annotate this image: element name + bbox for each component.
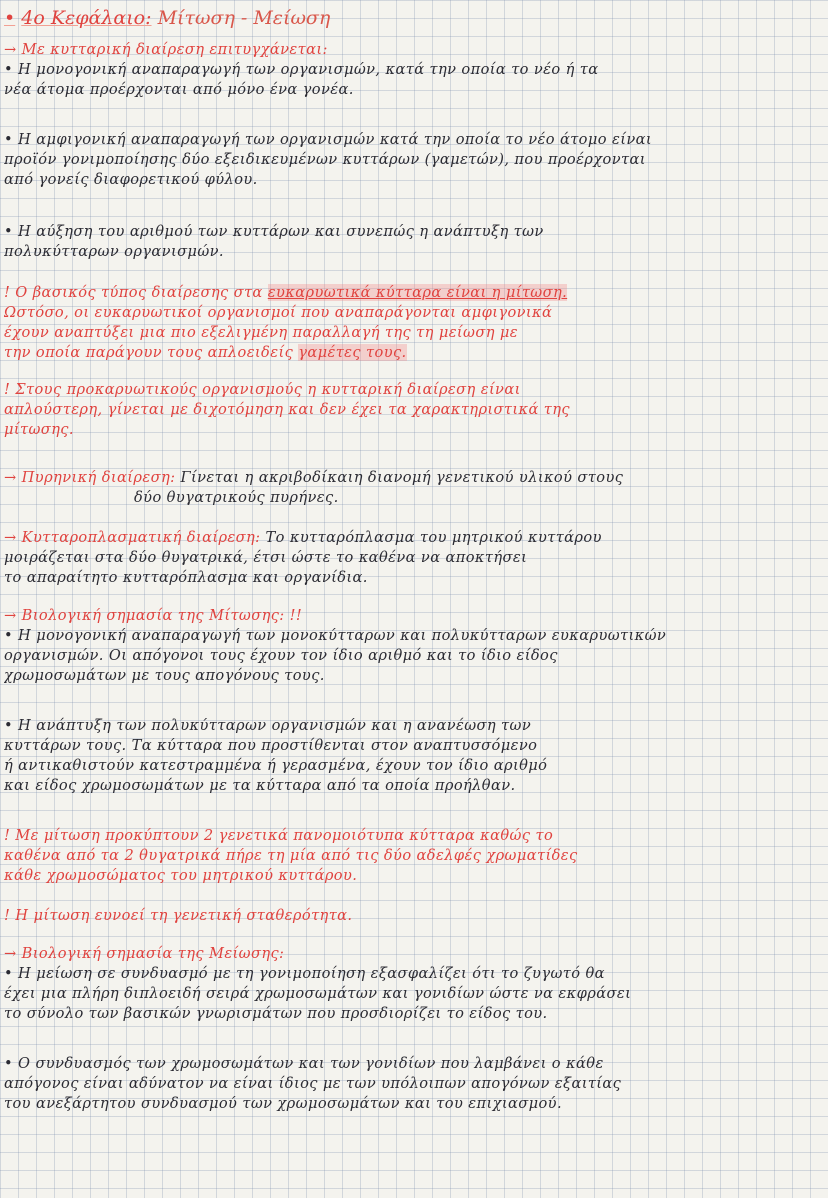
text-line: • Η ανάπτυξη των πολυκύτταρων οργανισμών και η ανανέωση των <box>4 717 532 734</box>
text-line: του ανεξάρτητου συνδυασμού των χρωμοσωμάτων και του επιχιασμού. <box>4 1095 562 1112</box>
section-growth-renewal <box>4 716 822 796</box>
text-line: • Η μονογονική αναπαραγωγή των μονοκύτταρων και πολυκύτταρων ευκαρυωτικών <box>4 627 667 644</box>
title-bullet: • <box>4 7 16 29</box>
section-cytoplasmic-division <box>4 528 822 588</box>
section-heading: → Βιολογική σημασία της Μίτωσης: !! <box>4 607 303 624</box>
text-line: • Η μονογονική αναπαραγωγή των οργανισμών, κατά την οποία το νέο ή τα <box>4 61 599 78</box>
note-eukaryotic-division <box>4 283 822 363</box>
text-line: το σύνολο των βασικών γνωρισμάτων που προσδιορίζει το είδος του. <box>4 1005 548 1022</box>
text-line: χρωμοσωμάτων με τους απογόνους τους. <box>4 667 325 684</box>
note-mitosis-identical-cells <box>4 826 822 886</box>
text-line: κάθε χρωμοσώματος του μητρικού κυττάρου. <box>4 867 358 884</box>
text-line: και είδος χρωμοσωμάτων με τα κύτταρα από τα οποία προήλθαν. <box>4 777 516 794</box>
section-growth <box>4 222 822 262</box>
text-line: καθένα από τα 2 θυγατρικά πήρε τη μία από τις δύο αδελφές χρωματίδες <box>4 847 578 864</box>
text-line: • Η αύξηση του αριθμού των κυττάρων και συνεπώς η ανάπτυξη των <box>4 223 544 240</box>
text-line <box>4 528 822 548</box>
title-topic: Μίτωση - Μείωση <box>157 7 331 29</box>
text-line: κυττάρων τους. Τα κύτταρα που προστίθενται στον αναπτυσσόμενο <box>4 737 538 754</box>
section-heading: → Πυρηνική διαίρεση: <box>4 469 176 486</box>
text-line: οργανισμών. Οι απόγονοι τους έχουν τον ίδιο αριθμό και το ίδιο είδος <box>4 647 558 664</box>
text-line: πολυκύτταρων οργανισμών. <box>4 243 224 260</box>
note-prokaryotic-division <box>4 380 822 440</box>
text-line: Το κυτταρόπλασμα του μητρικού κυττάρου <box>265 529 602 546</box>
section-gene-combination <box>4 1054 822 1114</box>
text-line: έχουν αναπτύξει μια πιο εξελιγμένη παραλλαγή της τη μείωση με <box>4 324 519 341</box>
text-line: ! Με μίτωση προκύπτουν 2 γενετικά πανομοιότυπα κύτταρα καθώς το <box>4 827 554 844</box>
text-line: έχει μια πλήρη διπλοειδή σειρά χρωμοσωμάτων και γονιδίων ώστε να εκφράσει <box>4 985 632 1002</box>
section-meiosis-significance <box>4 944 822 1024</box>
highlight-text: γαμέτες τους. <box>298 344 407 361</box>
text-line: • Η αμφιγονική αναπαραγωγή των οργανισμών κατά την οποία το νέο άτομο είναι <box>4 131 652 148</box>
text-line <box>4 343 822 363</box>
section-mitosis-significance <box>4 606 822 686</box>
page-title <box>4 6 822 30</box>
text-line: ή αντικαθιστούν κατεστραμμένα ή γερασμένα, έχουν τον ίδιο αριθμό <box>4 757 548 774</box>
section-heading: → Βιολογική σημασία της Μείωσης: <box>4 945 285 962</box>
text-line: μοιράζεται στα δύο θυγατρικά, έτσι ώστε το καθένα να αποκτήσει <box>4 549 528 566</box>
text-line: απλούστερη, γίνεται με διχοτόμηση και δεν έχει τα χαρακτηριστικά της <box>4 401 570 418</box>
text-line: μίτωσης. <box>4 421 74 438</box>
text-line <box>4 283 822 303</box>
text-line: Γίνεται η ακριβοδίκαιη διανομή γενετικού υλικού στους <box>180 469 624 486</box>
text-line: ! Στους προκαρυωτικούς οργανισμούς η κυτταρική διαίρεση είναι <box>4 381 521 398</box>
note-genetic-stability <box>4 906 822 926</box>
text-line: Ωστόσο, οι ευκαρυωτικοί οργανισμοί που αναπαράγονται αμφιγονικά <box>4 304 553 321</box>
text-line: το απαραίτητο κυτταρόπλασμα και οργανίδια. <box>4 569 368 586</box>
text-line: • Ο συνδυασμός των χρωμοσωμάτων και των γονιδίων που λαμβάνει ο κάθε <box>4 1055 604 1072</box>
text-line: από γονείς διαφορετικού φύλου. <box>4 171 258 188</box>
section-sexual-reproduction <box>4 130 822 190</box>
text-line: νέα άτομα προέρχονται από μόνο ένα γονέα. <box>4 81 354 98</box>
text-line: προϊόν γονιμοποίησης δύο εξειδικευμένων κυττάρων (γαμετών), που προέρχονται <box>4 151 646 168</box>
text-line: δύο θυγατρικούς πυρήνες. <box>134 489 339 506</box>
highlight-text: ευκαρυωτικά κύτταρα είναι η μίτωση. <box>267 284 568 301</box>
section-cell-division-purpose <box>4 40 822 100</box>
note-text: την οποία παράγουν τους απλοειδείς <box>4 344 294 361</box>
text-line: ! Η μίτωση ευνοεί τη γενετική σταθερότητα. <box>4 907 353 924</box>
text-line: απόγονος είναι αδύνατον να είναι ίδιος με των υπόλοιπων απογόνων εξαιτίας <box>4 1075 622 1092</box>
section-heading: → Κυτταροπλασματική διαίρεση: <box>4 529 261 546</box>
text-line: • Η μείωση σε συνδυασμό με τη γονιμοποίηση εξασφαλίζει ότι το ζυγωτό θα <box>4 965 605 982</box>
text-line <box>4 468 822 488</box>
title-chapter: 4ο Κεφάλαιο: <box>21 7 152 29</box>
section-nuclear-division <box>4 468 822 508</box>
note-text: ! Ο βασικός τύπος διαίρεσης στα <box>4 284 263 301</box>
section-heading: → Με κυτταρική διαίρεση επιτυγχάνεται: <box>4 41 328 58</box>
